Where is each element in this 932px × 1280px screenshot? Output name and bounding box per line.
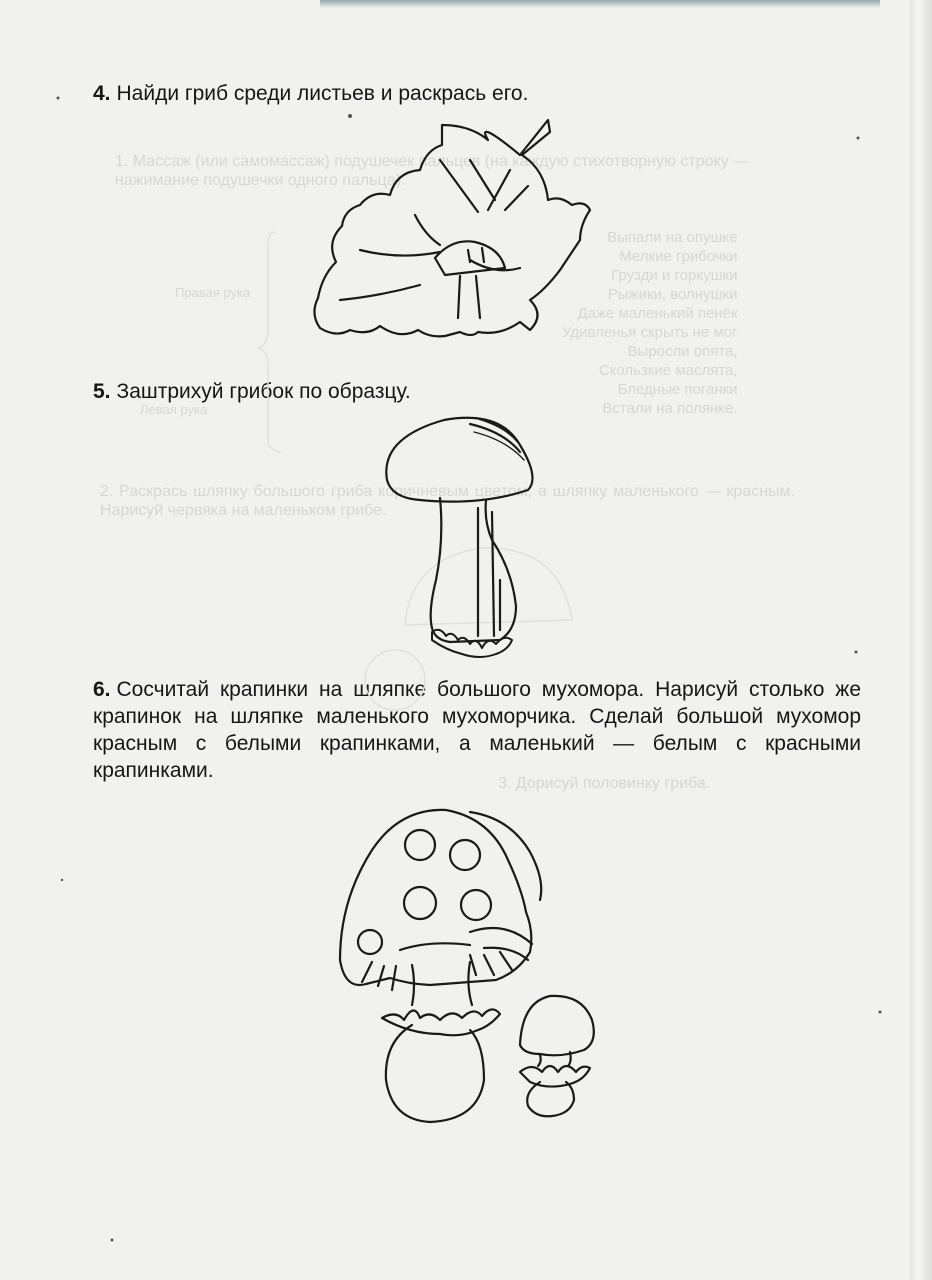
bleed-poem-line: Мелкие грибочки — [619, 248, 738, 265]
bleed-poem-line: Грузди и горкушки — [611, 267, 738, 284]
bleed-through-shapes — [258, 232, 572, 710]
task-5-number: 5. — [93, 380, 111, 403]
bleed-poem-line: Выпали на опушке — [607, 229, 738, 246]
task-6-text: Сосчитай крапинки на шляпке большого мухомора. Нарисуй столько же крапинок на шляпке маленького мухоморчика. Сделай большой мухомор красным с белыми крапинками, а маленький — белым с красными крапинками. — [93, 678, 861, 782]
cap-spot — [404, 887, 436, 919]
bleed-paragraph-3-text: 3. Дорисуй половинку гриба. — [498, 775, 711, 792]
cap-spot — [358, 930, 382, 954]
bleed-side-label-2-text: Левая рука — [140, 402, 208, 417]
bleed-poem-line: Рыжики, волнушки — [607, 286, 738, 303]
bleed-paragraph-1-text: 1. Массаж (или самомассаж) подушечек пальцев (на каждую стихотворную строку — нажимание подушечки одного пальца). — [115, 153, 750, 189]
cap-spot — [450, 840, 480, 870]
task-4-text: Найди гриб среди листьев и раскрась его. — [116, 82, 529, 105]
bleed-poem-line: Встали на полянке. — [602, 400, 738, 417]
task-4-number: 4. — [93, 82, 111, 105]
bleed-poem-line: Удивленья скрыть не мог — [562, 324, 738, 341]
cap-spot — [461, 890, 491, 920]
cap-spot — [405, 830, 435, 860]
fly-agaric-pair[interactable] — [340, 810, 594, 1122]
bleed-poem-line: Скользкие маслята, — [598, 362, 738, 379]
task-6-number: 6. — [93, 678, 111, 701]
bleed-paragraph-2-text: 2. Раскрась шляпку большого гриба коричневым цветом, а шляпку маленького — красным. Нарисуй червяка на маленьком грибе. — [100, 483, 795, 519]
scan-specks — [57, 97, 882, 1242]
bleed-poem-line: Даже маленький пенёк — [577, 305, 738, 322]
bleed-poem-line: Выросли опята, — [627, 343, 738, 360]
leaves-with-hidden-mushroom[interactable] — [314, 120, 590, 336]
task-5-text: Заштрихуй грибок по образцу. — [116, 380, 411, 403]
bleed-side-label-1-text: Правая рука — [175, 285, 251, 300]
bleed-poem-line: Бледные поганки — [617, 381, 738, 398]
